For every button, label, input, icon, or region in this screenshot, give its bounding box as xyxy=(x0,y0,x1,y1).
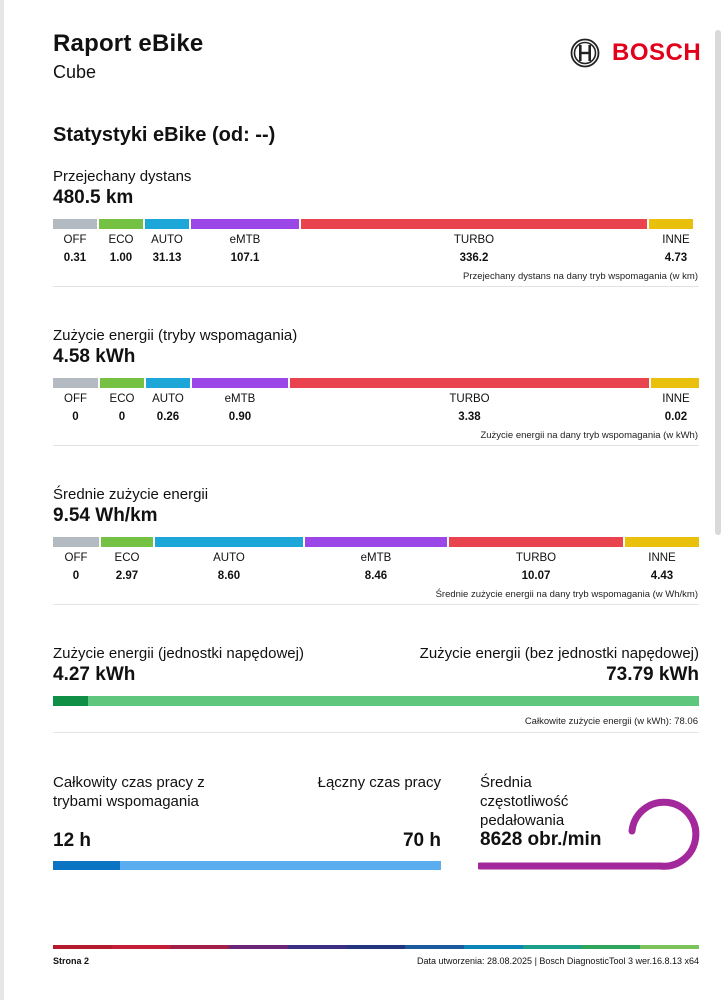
bar-seg-turbo xyxy=(290,378,649,388)
bar-seg-off xyxy=(53,219,97,229)
footer-stripe-segment xyxy=(640,945,699,949)
mode-name: OFF xyxy=(63,234,87,246)
mode-value: 336.2 xyxy=(459,252,489,264)
mode-value: 3.38 xyxy=(458,411,481,423)
footer-stripe-segment xyxy=(582,945,641,949)
mode-col xyxy=(625,552,699,582)
footer-color-stripe xyxy=(53,945,699,949)
page-edge xyxy=(0,0,4,1000)
mode-value: 0.02 xyxy=(664,411,688,423)
drive-unit-energy-value: 4.27 kWh xyxy=(53,664,136,685)
mode-value: 8.60 xyxy=(217,570,241,582)
assist-time-value: 12 h xyxy=(53,830,92,851)
distance-value: 480.5 km xyxy=(53,187,134,208)
bar-seg-off xyxy=(53,537,99,547)
mode-col xyxy=(100,393,144,423)
mode-name: OFF xyxy=(64,393,87,405)
energy-modes-value: 4.58 kWh xyxy=(53,346,136,367)
avg-energy-note: Średnie zużycie energii na dany tryb wspomagania (w Wh/km) xyxy=(435,589,698,600)
bar-seg-auto xyxy=(145,219,189,229)
mode-col xyxy=(290,393,649,423)
mode-name: eMTB xyxy=(229,234,261,246)
bar-seg-emtb xyxy=(305,537,447,547)
mode-col xyxy=(53,552,99,582)
total-time-value: 70 h xyxy=(402,830,441,851)
total-energy-note: Całkowite zużycie energii (w kWh): 78.06 xyxy=(524,716,698,727)
mode-col xyxy=(53,393,98,423)
mode-value: 10.07 xyxy=(521,570,551,582)
mode-value: 4.43 xyxy=(650,570,674,582)
mode-col xyxy=(53,234,97,264)
drive-energy-bar xyxy=(53,696,699,706)
distance-label: Przejechany dystans xyxy=(53,168,192,185)
mode-name: AUTO xyxy=(151,234,183,246)
report-title: Raport eBike xyxy=(53,30,204,57)
bar-seg-turbo xyxy=(301,219,647,229)
footer-stripe-segment xyxy=(229,945,288,949)
mode-value: 0 xyxy=(72,570,80,582)
bike-brand: Cube xyxy=(53,62,97,82)
mode-col xyxy=(146,393,190,423)
footer-stripe-segment xyxy=(405,945,464,949)
mode-value: 0 xyxy=(72,411,79,423)
mode-col xyxy=(191,234,299,264)
footer-stripe-segment xyxy=(112,945,171,949)
operating-time-bar xyxy=(53,861,441,870)
mode-col xyxy=(301,234,647,264)
drive-energy-bar-fill xyxy=(53,696,88,706)
energy-modes-note: Zużycie energii na dany tryb wspomagania (w kWh) xyxy=(480,430,698,441)
mode-name: INNE xyxy=(662,393,690,405)
energy-modes-label: Zużycie energii (tryby wspomagania) xyxy=(53,327,298,344)
mode-value: 1.00 xyxy=(109,252,133,264)
mode-name: OFF xyxy=(64,552,88,564)
mode-value: 0.31 xyxy=(63,252,87,264)
page-number: Strona 2 xyxy=(53,956,90,966)
mode-value: 0.90 xyxy=(228,411,252,423)
bar-seg-eco xyxy=(101,537,153,547)
bosch-logo-text: BOSCH xyxy=(612,39,702,66)
bosch-logo xyxy=(570,38,701,68)
footer-stripe-segment xyxy=(464,945,523,949)
distance-note: Przejechany dystans na dany tryb wspomagania (w km) xyxy=(463,271,698,282)
total-time-label: Łączny czas pracy xyxy=(317,774,441,791)
mode-name: eMTB xyxy=(224,393,256,405)
mode-name: TURBO xyxy=(515,552,557,564)
bar-seg-inne xyxy=(625,537,699,547)
bar-seg-emtb xyxy=(191,219,299,229)
mode-col xyxy=(155,552,303,582)
bar-seg-eco xyxy=(100,378,144,388)
energy-mode-bar xyxy=(53,378,699,388)
footer-stripe-segment xyxy=(347,945,406,949)
mode-col xyxy=(449,552,623,582)
avg-energy-value: 9.54 Wh/km xyxy=(53,505,158,526)
avg-energy-label: Średnie zużycie energii xyxy=(53,486,209,503)
drive-unit-energy-label: Zużycie energii (jednostki napędowej) xyxy=(53,645,304,662)
mode-value: 31.13 xyxy=(152,252,182,264)
mode-col xyxy=(653,234,699,264)
scrollbar[interactable] xyxy=(715,30,721,535)
bar-seg-emtb xyxy=(192,378,288,388)
footer-stripe-segment xyxy=(53,945,112,949)
mode-name: ECO xyxy=(109,393,135,405)
mode-name: TURBO xyxy=(449,393,490,405)
bar-seg-auto xyxy=(155,537,303,547)
mode-name: TURBO xyxy=(453,234,495,246)
assist-time-label: Całkowity czas pracy z trybami wspomagania xyxy=(53,774,205,810)
mode-value: 0 xyxy=(118,411,126,423)
mode-name: ECO xyxy=(114,552,140,564)
distance-mode-bar xyxy=(53,219,699,229)
divider xyxy=(53,604,699,605)
mode-value: 8.46 xyxy=(364,570,388,582)
divider xyxy=(53,732,699,733)
bar-seg-inne xyxy=(649,219,693,229)
mode-col xyxy=(305,552,447,582)
mode-value: 0.26 xyxy=(156,411,180,423)
mode-name: eMTB xyxy=(360,552,392,564)
mode-col xyxy=(653,393,699,423)
bar-seg-eco xyxy=(99,219,143,229)
section-heading: Statystyki eBike (od: --) xyxy=(53,124,276,146)
cadence-value: 8628 obr./min xyxy=(480,829,602,850)
mode-name: INNE xyxy=(662,234,690,246)
mode-name: AUTO xyxy=(152,393,184,405)
footer-stripe-segment xyxy=(170,945,229,949)
footer-stripe-segment xyxy=(288,945,347,949)
mode-value: 2.97 xyxy=(115,570,139,582)
mode-col xyxy=(101,552,153,582)
divider xyxy=(53,445,699,446)
avg-energy-mode-bar xyxy=(53,537,699,547)
operating-time-bar-fill xyxy=(53,861,120,870)
bar-seg-auto xyxy=(146,378,190,388)
bosch-armature-icon xyxy=(570,38,600,68)
mode-name: AUTO xyxy=(213,552,245,564)
mode-name: ECO xyxy=(108,234,134,246)
non-drive-energy-label: Zużycie energii (bez jednostki napędowej) xyxy=(419,645,699,662)
non-drive-energy-value: 73.79 kWh xyxy=(606,664,699,685)
bar-seg-turbo xyxy=(449,537,623,547)
cadence-label: Średnia częstotliwość pedałowania xyxy=(480,774,569,829)
mode-value: 107.1 xyxy=(230,252,260,264)
footer-stripe-segment xyxy=(523,945,582,949)
mode-value: 4.73 xyxy=(664,252,688,264)
footer-info: Data utworzenia: 28.08.2025 | Bosch DiagnosticTool 3 wer.16.8.13 x64 xyxy=(416,956,699,966)
bar-seg-off xyxy=(53,378,98,388)
bar-seg-inne xyxy=(651,378,699,388)
mode-name: INNE xyxy=(648,552,676,564)
mode-col xyxy=(145,234,189,264)
mode-col xyxy=(99,234,143,264)
divider xyxy=(53,286,699,287)
mode-col xyxy=(192,393,288,423)
